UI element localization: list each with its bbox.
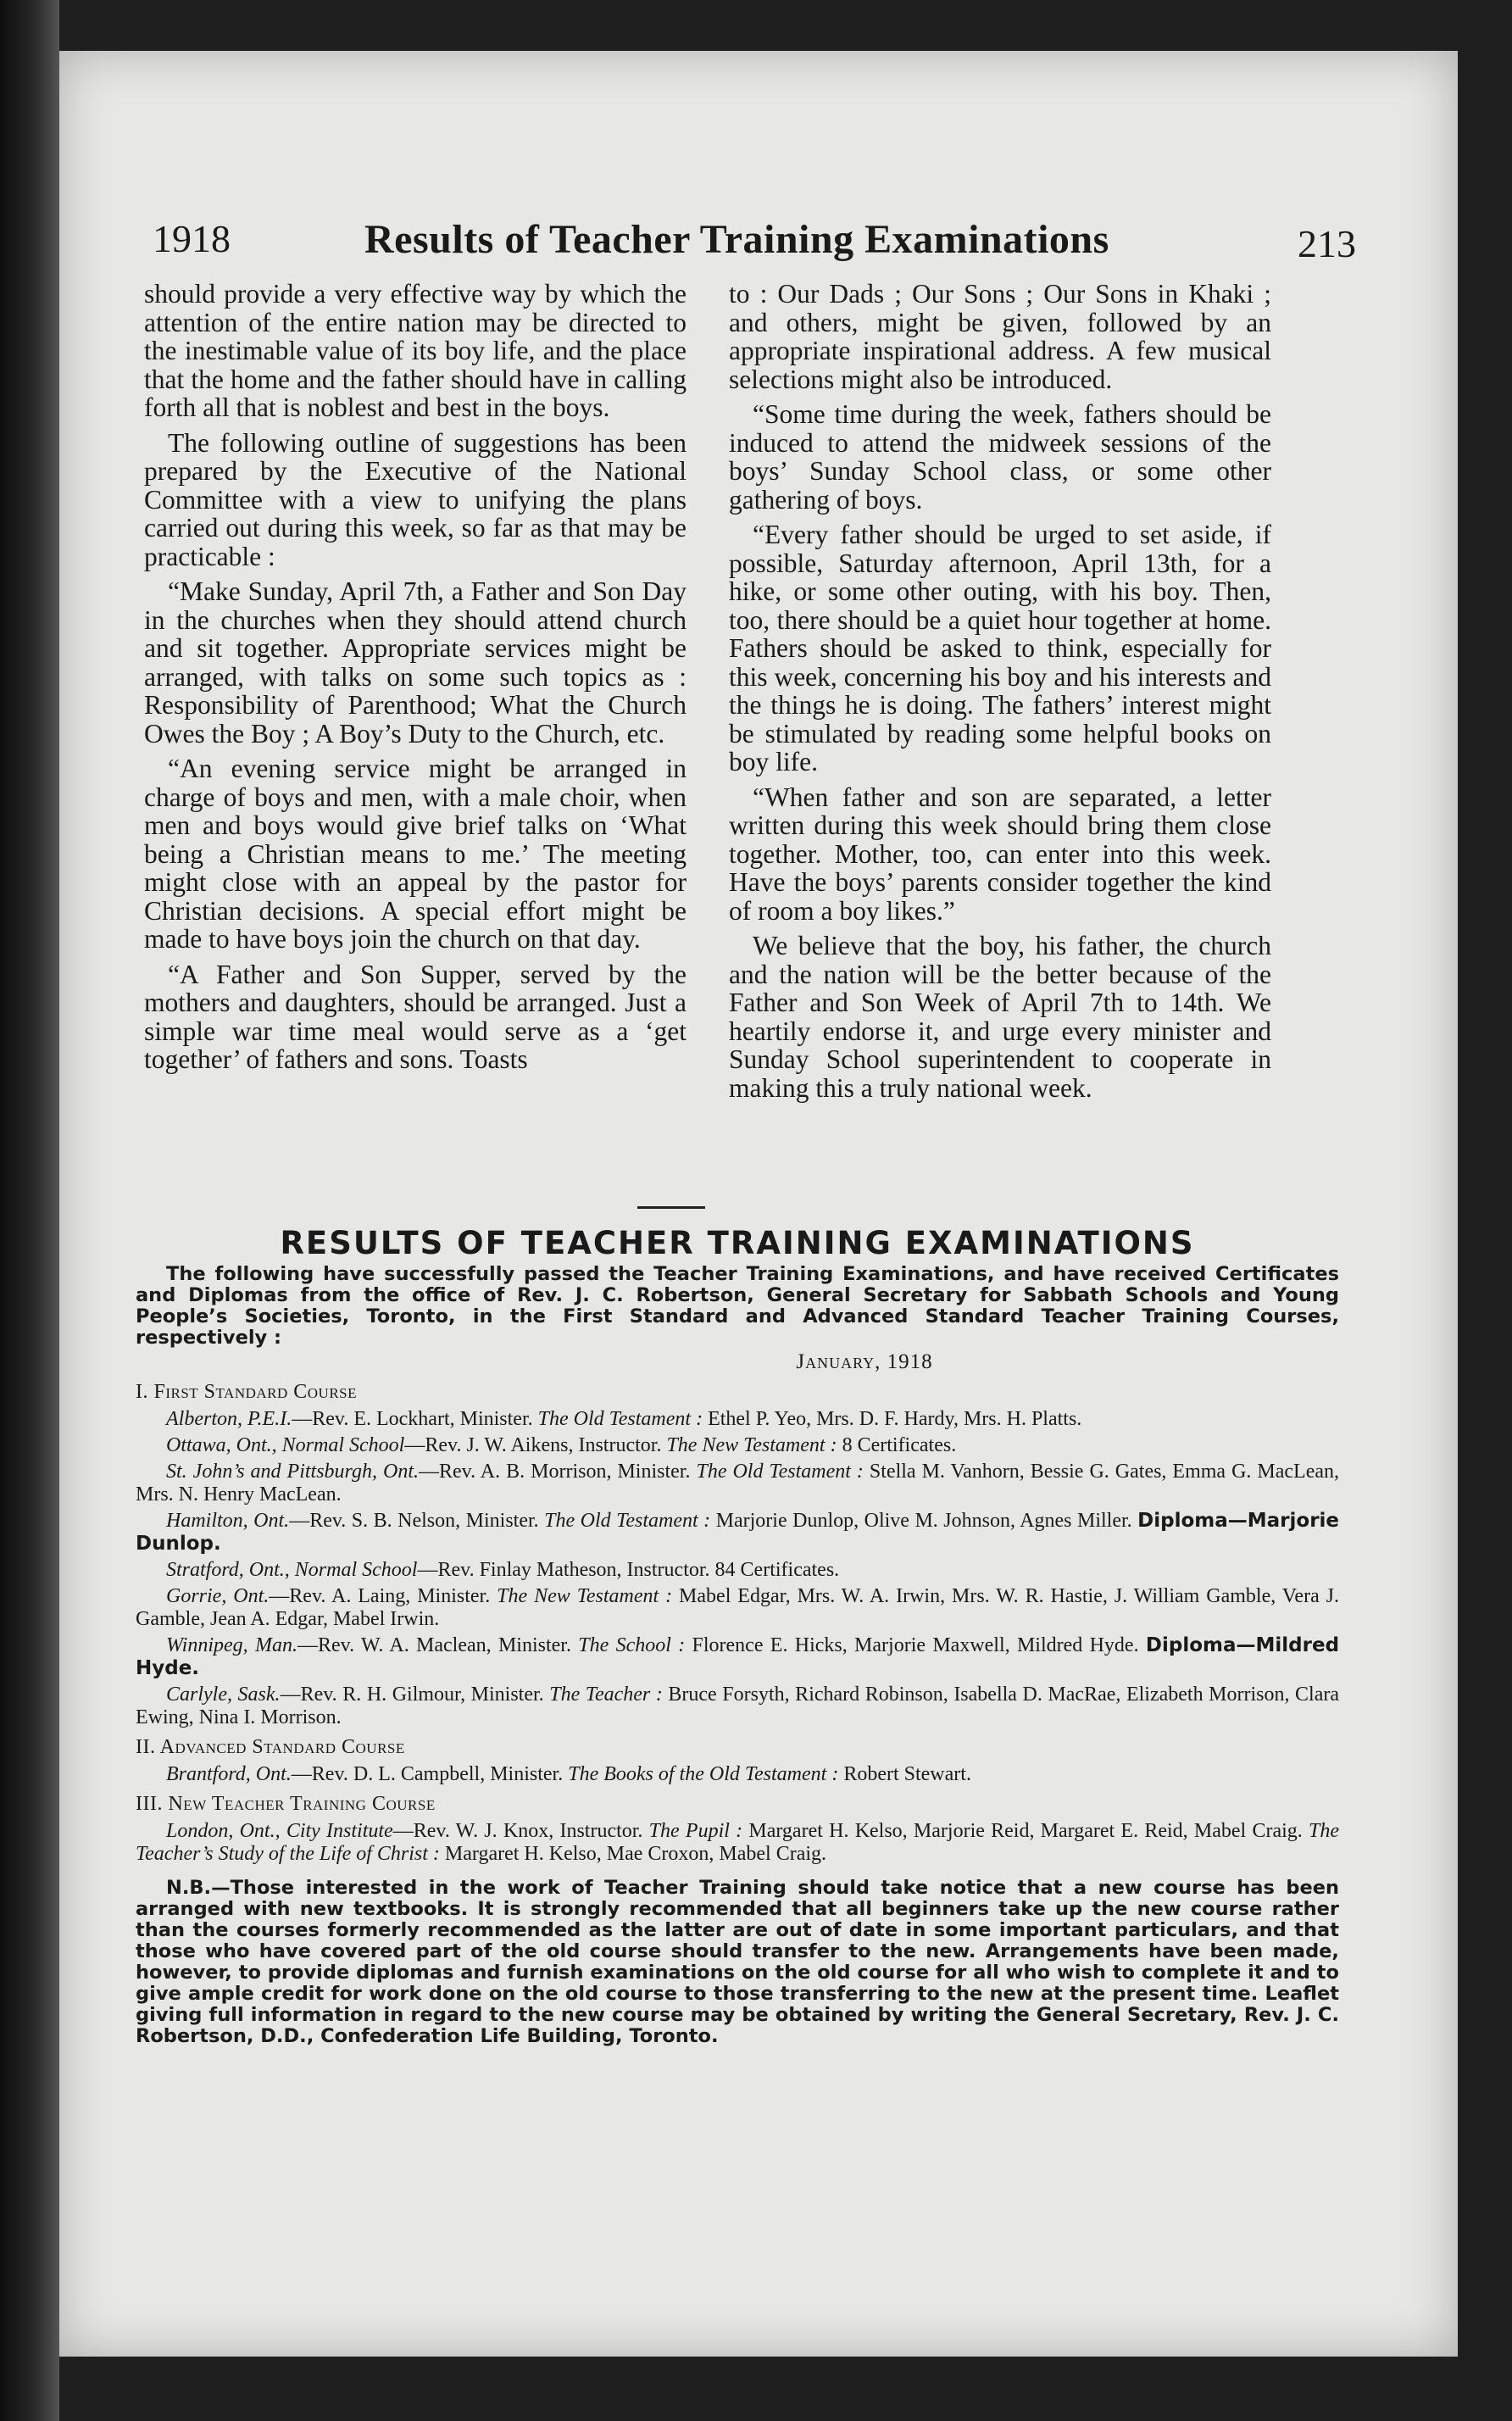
result-entry xyxy=(136,1763,1339,1786)
entry-place: London, Ont., City Institute xyxy=(166,1820,393,1842)
right-column xyxy=(729,280,1271,1102)
entry-names: 8 Certificates. xyxy=(842,1434,957,1456)
entry-subject: The New Testament : xyxy=(497,1585,680,1607)
entry-names: Stella M. Vanhorn, Bessie G. Gates, Emma G. MacLean, Mrs. N. Henry MacLean. xyxy=(136,1461,1340,1505)
header-title: Results of Teacher Training Examinations xyxy=(364,217,1109,262)
paragraph: “An evening service might be arranged in charge of boys and men, with a male choir, when men and boys would give brief talks on ‘What being a Christian means to me.’ The meeting might close with an appeal by the pastor for Christian decisions. A special effort might be made to have boys join the church on that day. xyxy=(144,754,687,954)
entry-subject: The Old Testament : xyxy=(544,1510,716,1532)
result-entry xyxy=(136,1820,1339,1866)
paragraph: should provide a very effective way by which the attention of the entire nation may be directed to the inestimable value of its boy life, and the place that the home and the father should have in calling forth all that is noblest and best in the boys. xyxy=(144,279,687,422)
paragraph: to : Our Dads ; Our Sons ; Our Sons in Khaki ; and others, might be given, followed by an appropriate inspirational address. A few musical selections might also be introduced. xyxy=(729,279,1271,394)
paragraph: “Make Sunday, April 7th, a Father and Son Day in the churches when they should attend church and sit together. Appropriate services might be arranged, with talks on some such topics as : Responsibility of Parenthood; What the Church Owes the Boy ; A Boy’s Duty to the Church, etc. xyxy=(144,576,687,749)
entry-instructor: —Rev. A. Laing, Minister. xyxy=(269,1585,498,1607)
result-entry xyxy=(136,1408,1339,1431)
entry-place: Hamilton, Ont. xyxy=(166,1510,290,1532)
entry-subject: The Teacher’s Study of the Life of Christ : xyxy=(136,1820,1340,1865)
entry-names: Marjorie Dunlop, Olive M. Johnson, Agnes Miller. xyxy=(715,1510,1132,1532)
results-date: January, 1918 xyxy=(796,1350,933,1373)
paragraph: “Some time during the week, fathers should be induced to attend the midweek sessions of the boys’ Sunday School class, or some other gathering of boys. xyxy=(729,399,1271,515)
result-entry xyxy=(136,1559,1339,1582)
course-heading-advanced: II. Advanced Standard Course xyxy=(136,1736,405,1758)
entry-instructor: —Rev. S. B. Nelson, Minister. xyxy=(289,1510,545,1532)
entry-instructor: —Rev. D. L. Campbell, Minister. xyxy=(291,1763,569,1785)
result-entry xyxy=(136,1510,1339,1556)
scan-edge xyxy=(0,0,59,2421)
results-section xyxy=(136,1225,1339,2047)
entry-names: Robert Stewart. xyxy=(843,1763,971,1785)
course-heading-new: III. New Teacher Training Course xyxy=(136,1793,436,1815)
paragraph: “A Father and Son Supper, served by the mothers and daughters, should be arranged. Just a simple war time meal would serve as a ‘get together’ of fathers and sons. Toasts xyxy=(144,959,687,1074)
entry-names: Ethel P. Yeo, Mrs. D. F. Hardy, Mrs. H. Platts. xyxy=(708,1408,1082,1430)
entry-subject: The School : xyxy=(578,1634,692,1656)
entry-subject: The Teacher : xyxy=(549,1684,669,1706)
result-entry xyxy=(136,1634,1339,1680)
entry-instructor: —Rev. Finlay Matheson, Instructor. xyxy=(417,1559,715,1581)
entry-place: Ottawa, Ont., Normal School xyxy=(166,1434,405,1456)
header-year: 1918 xyxy=(153,217,231,260)
entry-names: Mabel Edgar, Mrs. W. A. Irwin, Mrs. W. R. Hastie, J. William Gamble, Vera J. Gamble, Jean A. Edgar, Mabel Irwin. xyxy=(136,1585,1340,1630)
entry-place: Winnipeg, Man. xyxy=(166,1634,297,1656)
result-entry xyxy=(136,1461,1339,1506)
entry-place: Stratford, Ont., Normal School xyxy=(166,1559,418,1581)
entry-subject: The Books of the Old Testament : xyxy=(568,1763,844,1785)
result-entry xyxy=(136,1684,1339,1729)
entry-names: Margaret H. Kelso, Mae Croxon, Mabel Craig. xyxy=(444,1843,827,1865)
left-column xyxy=(144,280,687,1074)
result-entry xyxy=(136,1585,1339,1631)
result-entry xyxy=(136,1434,1339,1457)
entry-names: Florence E. Hicks, Marjorie Maxwell, Mildred Hyde. xyxy=(692,1634,1139,1656)
first-course-list xyxy=(136,1408,1339,1729)
entry-diploma: Diploma—Marjorie Dunlop. xyxy=(136,1510,1340,1555)
entry-place: Brantford, Ont. xyxy=(166,1763,292,1785)
entry-instructor: —Rev. J. W. Aikens, Instructor. xyxy=(404,1434,667,1456)
entry-subject: The Old Testament : xyxy=(537,1408,709,1430)
running-header xyxy=(153,216,1356,275)
entry-diploma: Diploma—Mildred Hyde. xyxy=(136,1634,1340,1679)
nb-notice: N.B.—Those interested in the work of Teacher Training should take notice that a new course has been arranged with new textbooks. It is strongly recommended that all beginners take up the new course rather than the courses formerly recommended as the latter are out of date in some important particulars, and that those who have covered part of the old course should transfer to the new. Arrangements have been made, however, to provide diplomas and furnish examinations on the old course for all who wish to complete it and to give ample credit for work done on the old course to those transferring to the new at the present time. Leaflet giving full information in regard to the new course may be obtained by writing the General Secretary, Rev. J. C. Robertson, D.D., Confederation Life Building, Toronto. xyxy=(136,1877,1339,2047)
paragraph: “Every father should be urged to set aside, if possible, Saturday afternoon, April 13th, for a hike, or some other outing, with his boy. Then, too, there should be a quiet hour together at home. Fathers should be asked to think, especially for this week, concerning his boy and his interests and the things he is doing. The fathers’ interest might be stimulated by reading some helpful books on boy life. xyxy=(729,520,1271,776)
entry-names: 84 Certificates. xyxy=(714,1559,840,1581)
advanced-course-list xyxy=(136,1763,1339,1786)
page-number: 213 xyxy=(1298,222,1356,265)
section-divider xyxy=(637,1206,705,1209)
entry-place: Alberton, P.E.I. xyxy=(166,1408,292,1430)
entry-place: St. John’s and Pittsburgh, Ont. xyxy=(166,1461,420,1483)
paragraph: We believe that the boy, his father, the church and the nation will be the better because of the Father and Son Week of April 7th to 14th. We heartily endorse it, and urge every minister and Sunday School superintendent to cooperate in making this a truly national week. xyxy=(729,931,1271,1103)
entry-instructor: —Rev. E. Lockhart, Minister. xyxy=(292,1408,538,1430)
entry-names: Margaret H. Kelso, Marjorie Reid, Margaret E. Reid, Mabel Craig. xyxy=(748,1820,1303,1842)
paragraph: The following outline of suggestions has been prepared by the Executive of the National Committee with a view to unifying the plans carried out during this week, so far as that may be practicable : xyxy=(144,427,687,571)
entry-place: Gorrie, Ont. xyxy=(166,1585,270,1607)
book-page xyxy=(59,51,1458,2357)
entry-names: Bruce Forsyth, Richard Robinson, Isabella D. MacRae, Elizabeth Morrison, Clara Ewing, Nina I. Morrison. xyxy=(136,1684,1340,1728)
entry-instructor: —Rev. W. J. Knox, Instructor. xyxy=(392,1820,649,1842)
entry-place: Carlyle, Sask. xyxy=(166,1684,281,1706)
course-heading-first: I. First Standard Course xyxy=(136,1381,358,1403)
entry-instructor: —Rev. R. H. Gilmour, Minister. xyxy=(280,1684,550,1706)
results-heading: RESULTS OF TEACHER TRAINING EXAMINATIONS xyxy=(280,1225,1195,1261)
entry-instructor: —Rev. W. A. Maclean, Minister. xyxy=(297,1634,579,1656)
entry-subject: The Pupil : xyxy=(648,1820,749,1842)
new-course-list xyxy=(136,1820,1339,1866)
entry-subject: The Old Testament : xyxy=(696,1461,870,1483)
entry-subject: The New Testament : xyxy=(666,1434,842,1456)
paragraph: “When father and son are separated, a letter written during this week should bring them close together. Mother, too, can enter into this week. Have the boys’ parents consider together the kind of room a boy likes.” xyxy=(729,782,1271,926)
results-intro: The following have successfully passed the Teacher Training Examinations, and have received Certificates and Diplomas from the office of Rev. J. C. Robertson, General Secretary for Sabbath Schools and Young People’s Societies, Toronto, in the First Standard and Advanced Standard Teacher Training Courses, respectively : xyxy=(136,1263,1339,1349)
entry-instructor: —Rev. A. B. Morrison, Minister. xyxy=(419,1461,697,1483)
